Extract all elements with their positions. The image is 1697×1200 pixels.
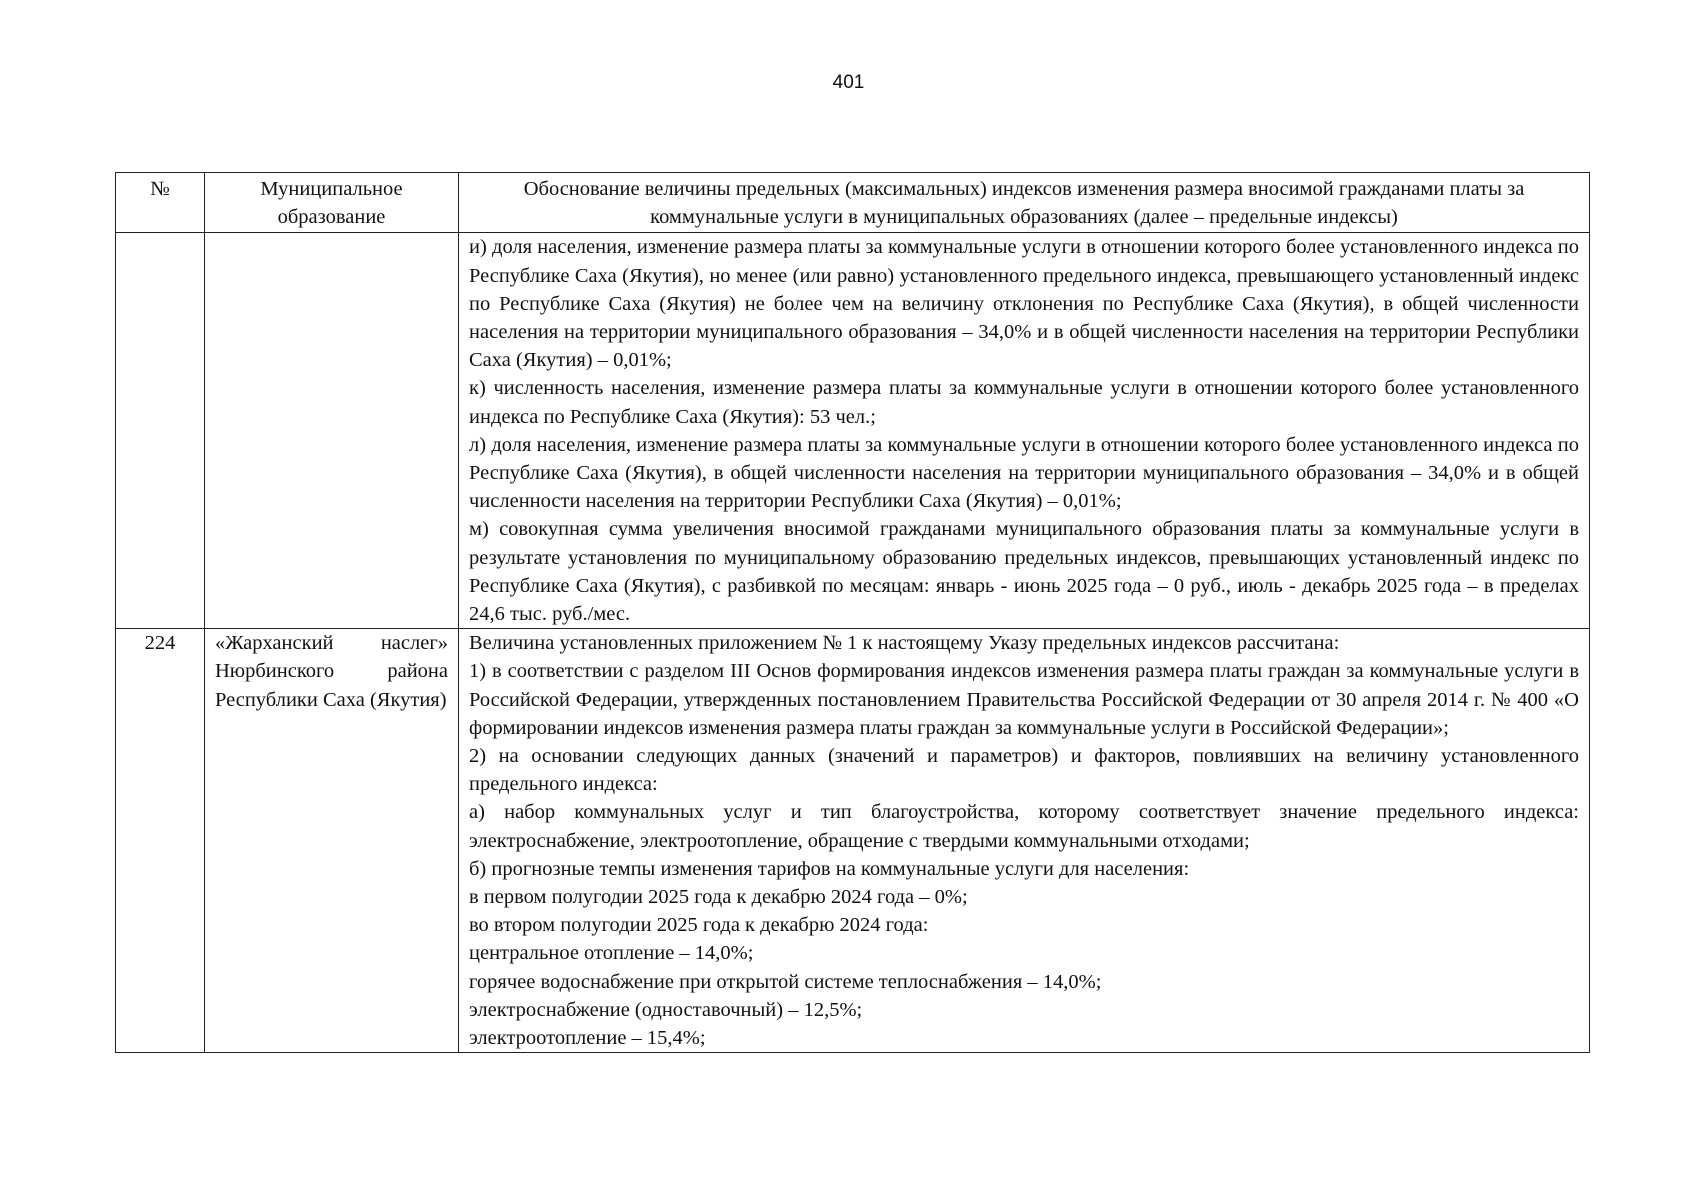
paragraph-2: 2) на основании следующих данных (значений и параметров) и факторов, повлиявших на величину установленного предельного индекса: (469, 745, 1579, 796)
paragraph-a: а) набор коммунальных услуг и тип благоустройства, которому соответствует значение предельного индекса: электроснабжение, электроотопление, обращение с твердыми коммунальными отходами; (469, 801, 1579, 852)
paragraph-b: б) прогнозные темпы изменения тарифов на коммунальные услуги для населения: (469, 857, 1190, 880)
table-header-row (116, 173, 1590, 233)
list-item: центральное отопление – 14,0%; (469, 942, 754, 965)
list-item: горячее водоснабжение при открытой системе теплоснабжения – 14,0%; (469, 970, 1102, 993)
paragraph-l: л) доля населения, изменение размера платы за коммунальные услуги в отношении которого более установленного индекса по Республике Саха (Якутия), в общей численности населения на территории муниципального образования – 34,0% и в общей численности населения на территории Республики Саха (Якутия) – 0,01%; (469, 433, 1579, 513)
header-number: № (116, 173, 205, 233)
header-justification: Обоснование величины предельных (максимальных) индексов изменения размера вносимой гражданами платы за коммунальные услуги в муниципальных образованиях (далее – предельные индексы) (459, 173, 1590, 233)
row-municipality (205, 233, 459, 629)
row-justification (459, 233, 1590, 629)
paragraph-m: м) совокупная сумма увеличения вносимой гражданами муниципального образования платы за коммунальные услуги в результате установления по муниципальному образованию предельных индексов, превышающих установленный индекс по Республике Саха (Якутия), с разбивкой по месяцам: январь - июнь 2025 года – 0 руб., июль - декабрь 2025 года – в пределах 24,6 тыс. руб./мес. (469, 518, 1579, 626)
page-number: 401 (832, 72, 865, 93)
paragraph-1: 1) в соответствии с разделом III Основ формирования индексов изменения размера платы граждан за коммунальные услуги в Российской Федерации, утвержденных постановлением Правительства Российской Федерации от 30 апреля 2014 г. № 400 «О формировании индексов изменения размера платы граждан за коммунальные услуги в Российской Федерации»; (469, 660, 1579, 739)
table-row (116, 233, 1590, 629)
justification-table (115, 172, 1590, 1053)
paragraph-k: к) численность населения, изменение размера платы за коммунальные услуги в отношении которого более установленного индекса по Республике Саха (Якутия): 53 чел.; (469, 377, 1579, 428)
table-row (116, 629, 1590, 1053)
list-item: электроснабжение (одноставочный) – 12,5%; (469, 998, 863, 1021)
row-number (116, 233, 205, 629)
list-item: во втором полугодии 2025 года к декабрю 2024 года: (469, 914, 929, 937)
header-municipality: Муниципальное образование (205, 173, 459, 233)
paragraph-intro: Величина установленных приложением № 1 к настоящему Указу предельных индексов рассчитана: (469, 632, 1340, 655)
row-justification (459, 629, 1590, 1053)
list-item: электроотопление – 15,4%; (469, 1027, 706, 1050)
row-municipality: «Жарханский наслег» Нюрбинского района Республики Саха (Якутия) (205, 629, 459, 1053)
list-item: в первом полугодии 2025 года к декабрю 2024 года – 0%; (469, 886, 968, 909)
paragraph-i: и) доля населения, изменение размера платы за коммунальные услуги в отношении которого более установленного индекса по Республике Саха (Якутия), но менее (или равно) установленного предельного индекса, превышающего установленный индекс по Республике Саха (Якутия) не более чем на величину отклонения по Республике Саха (Якутия), в общей численности населения на территории муниципального образования – 34,0% и в общей численности населения на территории Республики Саха (Якутия) – 0,01%; (469, 236, 1579, 372)
row-number: 224 (116, 629, 205, 1053)
